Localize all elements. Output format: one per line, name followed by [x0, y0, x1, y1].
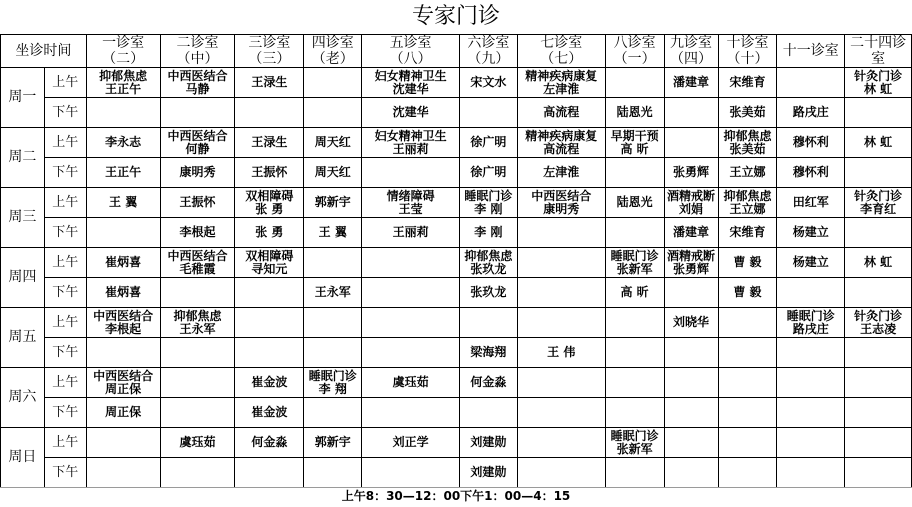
- schedule-cell: [235, 308, 304, 338]
- day-label: 周日: [1, 428, 45, 488]
- schedule-cell: [160, 278, 235, 308]
- schedule-cell: [664, 338, 718, 368]
- schedule-cell: [304, 308, 362, 338]
- schedule-cell: [845, 98, 912, 128]
- schedule-cell: 周天红: [304, 158, 362, 188]
- schedule-row: [1, 308, 912, 338]
- schedule-cell: [845, 278, 912, 308]
- schedule-cell: 针灸门诊 李育红: [845, 188, 912, 218]
- morning-label: 上午: [44, 308, 86, 338]
- schedule-cell: 刘晓华: [664, 308, 718, 338]
- schedule-cell: [777, 458, 845, 488]
- room-header: 二诊室 （中）: [160, 35, 235, 68]
- schedule-row: [1, 68, 912, 98]
- schedule-cell: 睡眠门诊 张新军: [605, 248, 664, 278]
- schedule-cell: [86, 458, 160, 488]
- schedule-cell: [459, 308, 517, 338]
- schedule-cell: [517, 308, 605, 338]
- schedule-cell: [777, 338, 845, 368]
- corner-label: 坐诊时间: [1, 35, 87, 68]
- schedule-cell: [605, 398, 664, 428]
- schedule-cell: 中西医结合 李根起: [86, 308, 160, 338]
- schedule-cell: [362, 398, 460, 428]
- schedule-cell: [362, 458, 460, 488]
- schedule-cell: 精神疾病康复 左津淮: [517, 68, 605, 98]
- schedule-cell: 刘正学: [362, 428, 460, 458]
- schedule-cell: 崔炳喜: [86, 278, 160, 308]
- schedule-cell: 精神疾病康复 高流程: [517, 128, 605, 158]
- schedule-cell: 宋维育: [718, 218, 777, 248]
- schedule-cell: 王 翼: [304, 218, 362, 248]
- schedule-cell: 李永志: [86, 128, 160, 158]
- schedule-cell: 周正保: [86, 398, 160, 428]
- schedule-cell: [605, 458, 664, 488]
- schedule-cell: [664, 368, 718, 398]
- schedule-cell: 睡眠门诊 李 翔: [304, 368, 362, 398]
- schedule-cell: 潘建章: [664, 68, 718, 98]
- schedule-cell: [605, 218, 664, 248]
- afternoon-label: 下午: [44, 158, 86, 188]
- schedule-cell: 路戌庄: [777, 98, 845, 128]
- schedule-row: [1, 158, 912, 188]
- afternoon-label: 下午: [44, 218, 86, 248]
- schedule-cell: 杨建立: [777, 248, 845, 278]
- schedule-cell: [86, 98, 160, 128]
- schedule-cell: 睡眠门诊 李 刚: [459, 188, 517, 218]
- schedule-cell: [160, 398, 235, 428]
- schedule-cell: [664, 128, 718, 158]
- schedule-cell: [235, 98, 304, 128]
- schedule-cell: 张美茹: [718, 98, 777, 128]
- schedule-cell: [517, 458, 605, 488]
- afternoon-label: 下午: [44, 458, 86, 488]
- schedule-cell: 王 翼: [86, 188, 160, 218]
- schedule-cell: [517, 368, 605, 398]
- schedule-cell: 双相障碍 张 勇: [235, 188, 304, 218]
- schedule-cell: 潘建章: [664, 218, 718, 248]
- schedule-cell: 刘建勋: [459, 428, 517, 458]
- schedule-cell: [777, 68, 845, 98]
- schedule-cell: 曹 毅: [718, 248, 777, 278]
- schedule-cell: [362, 158, 460, 188]
- room-header: 九诊室 （四）: [664, 35, 718, 68]
- schedule-table: [0, 34, 912, 488]
- schedule-cell: [777, 428, 845, 458]
- schedule-cell: 抑郁焦虑 王正午: [86, 68, 160, 98]
- schedule-cell: [304, 398, 362, 428]
- schedule-cell: 虞珏茹: [160, 428, 235, 458]
- room-header: 二十四诊 室: [845, 35, 912, 68]
- schedule-cell: [86, 218, 160, 248]
- schedule-cell: 抑郁焦虑 王立娜: [718, 188, 777, 218]
- schedule-cell: 郭新宇: [304, 428, 362, 458]
- schedule-cell: 王 伟: [517, 338, 605, 368]
- schedule-cell: 崔炳喜: [86, 248, 160, 278]
- schedule-row: [1, 98, 912, 128]
- schedule-cell: 陆恩光: [605, 98, 664, 128]
- schedule-cell: 何金淼: [459, 368, 517, 398]
- schedule-cell: 高流程: [517, 98, 605, 128]
- room-header: 一诊室 （二）: [86, 35, 160, 68]
- schedule-row: [1, 278, 912, 308]
- schedule-cell: 睡眠门诊 张新军: [605, 428, 664, 458]
- afternoon-label: 下午: [44, 98, 86, 128]
- schedule-cell: 宋维育: [718, 68, 777, 98]
- schedule-cell: 崔金波: [235, 398, 304, 428]
- schedule-row: [1, 428, 912, 458]
- schedule-cell: [664, 428, 718, 458]
- schedule-cell: 王丽莉: [362, 218, 460, 248]
- schedule-cell: 刘建勋: [459, 458, 517, 488]
- schedule-cell: 睡眠门诊 路戌庄: [777, 308, 845, 338]
- schedule-cell: [718, 368, 777, 398]
- schedule-cell: [304, 248, 362, 278]
- schedule-cell: 梁海翔: [459, 338, 517, 368]
- schedule-cell: 左津淮: [517, 158, 605, 188]
- schedule-cell: 虞珏茹: [362, 368, 460, 398]
- schedule-cell: [235, 278, 304, 308]
- schedule-cell: 中西医结合 马静: [160, 68, 235, 98]
- schedule-cell: 陆恩光: [605, 188, 664, 218]
- schedule-cell: [517, 218, 605, 248]
- day-label: 周三: [1, 188, 45, 248]
- schedule-row: [1, 128, 912, 158]
- schedule-cell: 王振怀: [160, 188, 235, 218]
- schedule-cell: 王渌生: [235, 68, 304, 98]
- schedule-cell: 王永军: [304, 278, 362, 308]
- schedule-cell: 徐广明: [459, 158, 517, 188]
- schedule-cell: 中西医结合 周正保: [86, 368, 160, 398]
- schedule-cell: 曹 毅: [718, 278, 777, 308]
- schedule-cell: [845, 428, 912, 458]
- schedule-cell: 王渌生: [235, 128, 304, 158]
- schedule-cell: [664, 458, 718, 488]
- page-title: 专家门诊: [411, 4, 500, 29]
- schedule-cell: 酒精戒断 刘娟: [664, 188, 718, 218]
- schedule-cell: [362, 248, 460, 278]
- room-header: 十诊室 （十）: [718, 35, 777, 68]
- schedule-cell: 崔金波: [235, 368, 304, 398]
- schedule-cell: [362, 278, 460, 308]
- schedule-row: [1, 368, 912, 398]
- schedule-cell: [235, 338, 304, 368]
- schedule-cell: [160, 338, 235, 368]
- room-header: 八诊室 （一）: [605, 35, 664, 68]
- schedule-cell: [362, 338, 460, 368]
- schedule-cell: 针灸门诊 王志凌: [845, 308, 912, 338]
- room-header: 五诊室 （八）: [362, 35, 460, 68]
- schedule-row: [1, 338, 912, 368]
- schedule-cell: 穆怀利: [777, 128, 845, 158]
- schedule-cell: [777, 368, 845, 398]
- schedule-cell: 张 勇: [235, 218, 304, 248]
- schedule-cell: [304, 98, 362, 128]
- schedule-cell: [605, 308, 664, 338]
- schedule-cell: [777, 398, 845, 428]
- room-header: 七诊室 （七）: [517, 35, 605, 68]
- schedule-cell: [664, 98, 718, 128]
- schedule-cell: 王立娜: [718, 158, 777, 188]
- schedule-row: [1, 458, 912, 488]
- schedule-cell: 抑郁焦虑 王永军: [160, 308, 235, 338]
- schedule-cell: 田红军: [777, 188, 845, 218]
- schedule-cell: [517, 428, 605, 458]
- schedule-cell: 穆怀利: [777, 158, 845, 188]
- day-label: 周六: [1, 368, 45, 428]
- afternoon-label: 下午: [44, 338, 86, 368]
- schedule-cell: [160, 458, 235, 488]
- schedule-row: [1, 398, 912, 428]
- schedule-cell: [86, 338, 160, 368]
- schedule-cell: 早期干预 高 昕: [605, 128, 664, 158]
- schedule-cell: 郭新宇: [304, 188, 362, 218]
- schedule-cell: 中西医结合 毛稚霞: [160, 248, 235, 278]
- room-header: 六诊室 （九）: [459, 35, 517, 68]
- schedule-row: [1, 248, 912, 278]
- afternoon-label: 下午: [44, 278, 86, 308]
- schedule-cell: [664, 278, 718, 308]
- schedule-cell: 妇女精神卫生 沈建华: [362, 68, 460, 98]
- schedule-cell: [718, 458, 777, 488]
- schedule-cell: [517, 278, 605, 308]
- day-label: 周二: [1, 128, 45, 188]
- schedule-cell: 康明秀: [160, 158, 235, 188]
- room-header: 四诊室 （老）: [304, 35, 362, 68]
- schedule-cell: [605, 338, 664, 368]
- schedule-cell: [845, 158, 912, 188]
- schedule-cell: [86, 428, 160, 458]
- schedule-cell: [718, 338, 777, 368]
- schedule-cell: 王正午: [86, 158, 160, 188]
- schedule-cell: [845, 398, 912, 428]
- schedule-cell: [605, 158, 664, 188]
- schedule-cell: 中西医结合 何静: [160, 128, 235, 158]
- schedule-cell: 林 虹: [845, 128, 912, 158]
- morning-label: 上午: [44, 68, 86, 98]
- schedule-cell: [845, 218, 912, 248]
- schedule-cell: 沈建华: [362, 98, 460, 128]
- schedule-cell: 酒精戒断 张勇辉: [664, 248, 718, 278]
- schedule-cell: 情绪障碍 王莹: [362, 188, 460, 218]
- schedule-cell: 高 昕: [605, 278, 664, 308]
- schedule-cell: 妇女精神卫生 王丽莉: [362, 128, 460, 158]
- schedule-cell: 杨建立: [777, 218, 845, 248]
- schedule-cell: [605, 368, 664, 398]
- schedule-cell: [160, 368, 235, 398]
- schedule-cell: 李根起: [160, 218, 235, 248]
- schedule-cell: 双相障碍 寻知元: [235, 248, 304, 278]
- schedule-cell: 抑郁焦虑 张美茹: [718, 128, 777, 158]
- morning-label: 上午: [44, 428, 86, 458]
- schedule-cell: 林 虹: [845, 248, 912, 278]
- schedule-row: [1, 218, 912, 248]
- day-label: 周四: [1, 248, 45, 308]
- schedule-cell: 何金淼: [235, 428, 304, 458]
- morning-label: 上午: [44, 368, 86, 398]
- morning-label: 上午: [44, 248, 86, 278]
- room-header: 三诊室 （三）: [235, 35, 304, 68]
- schedule-cell: [845, 368, 912, 398]
- schedule-cell: 宋文水: [459, 68, 517, 98]
- schedule-cell: 抑郁焦虑 张玖龙: [459, 248, 517, 278]
- afternoon-label: 下午: [44, 398, 86, 428]
- schedule-cell: [160, 98, 235, 128]
- schedule-cell: 王振怀: [235, 158, 304, 188]
- hours-footer: 上午8：30—12：00下午1：00—4：15: [341, 489, 571, 503]
- schedule-cell: 针灸门诊 林 虹: [845, 68, 912, 98]
- schedule-cell: [605, 68, 664, 98]
- schedule-cell: [718, 398, 777, 428]
- schedule-cell: 周天红: [304, 128, 362, 158]
- schedule-cell: [304, 338, 362, 368]
- schedule-cell: [459, 98, 517, 128]
- schedule-cell: [304, 68, 362, 98]
- schedule-cell: [664, 398, 718, 428]
- header-row: [1, 35, 912, 68]
- schedule-cell: [459, 398, 517, 428]
- day-label: 周五: [1, 308, 45, 368]
- schedule-row: [1, 188, 912, 218]
- schedule-cell: [517, 398, 605, 428]
- room-header: 十一诊室: [777, 35, 845, 68]
- schedule-cell: [304, 458, 362, 488]
- schedule-cell: 中西医结合 康明秀: [517, 188, 605, 218]
- morning-label: 上午: [44, 128, 86, 158]
- schedule-cell: 李 刚: [459, 218, 517, 248]
- schedule-cell: [517, 248, 605, 278]
- morning-label: 上午: [44, 188, 86, 218]
- schedule-cell: [718, 308, 777, 338]
- schedule-cell: [777, 278, 845, 308]
- schedule-cell: [362, 308, 460, 338]
- schedule-cell: [845, 338, 912, 368]
- schedule-cell: 张玖龙: [459, 278, 517, 308]
- schedule-cell: 张勇辉: [664, 158, 718, 188]
- schedule-cell: 徐广明: [459, 128, 517, 158]
- schedule-cell: [845, 458, 912, 488]
- schedule-cell: [235, 458, 304, 488]
- day-label: 周一: [1, 68, 45, 128]
- schedule-cell: [718, 428, 777, 458]
